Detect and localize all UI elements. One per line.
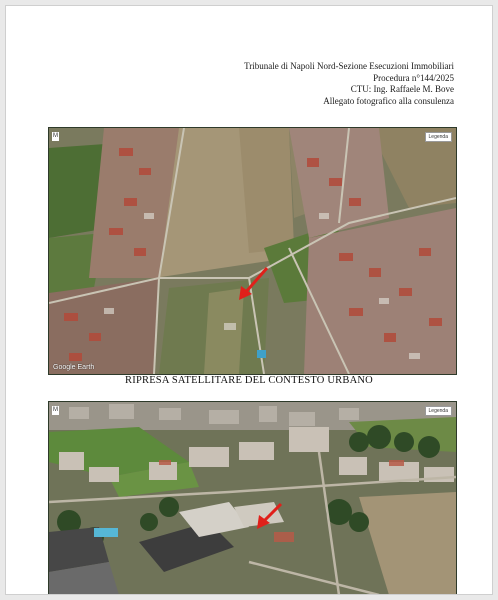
header-ctu: CTU: Ing. Raffaele M. Bove (350, 84, 454, 94)
legend-label: Legenda (425, 132, 452, 142)
legend-label: Legenda (425, 406, 452, 416)
satellite-image (49, 128, 456, 374)
photo-caption: RIPRESA SATELLITARE DEL CONTESTO URBANO (125, 375, 373, 386)
map-menu-icon: M (53, 133, 58, 139)
aerial-photo (48, 401, 457, 595)
map-menu-icon: M (53, 407, 58, 413)
satellite-photo (48, 127, 457, 375)
google-earth-watermark: Google Earth (53, 364, 95, 371)
aerial-image (49, 402, 456, 595)
document-page (5, 5, 493, 595)
header-procedure: Procedura n°144/2025 (373, 72, 454, 83)
header-annex: Allegato fotografico alla consulenza (323, 95, 454, 106)
header-court: Tribunale di Napoli Nord-Sezione Esecuzioni Immobiliari (244, 61, 454, 71)
document-header (244, 61, 454, 107)
